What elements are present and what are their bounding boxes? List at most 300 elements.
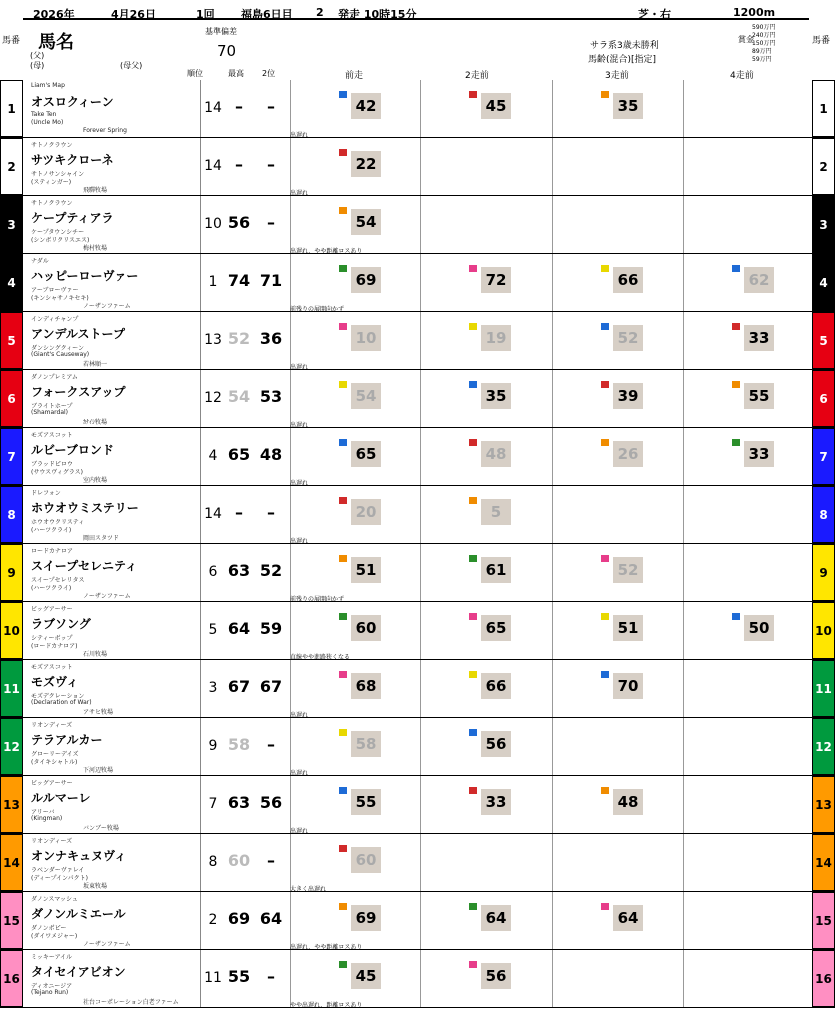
table-row <box>0 196 835 254</box>
rank-cell <box>201 80 289 137</box>
dam-sire-name: (ハーツクライ) <box>31 527 72 534</box>
breeder-name: 社台コーポレーション白老ファーム <box>83 999 179 1006</box>
breeder-name: Forever Spring <box>83 127 127 134</box>
table-row <box>0 718 835 776</box>
race-score: 20 <box>351 499 381 525</box>
rank-cell <box>201 718 289 775</box>
col-prev2: 2走前 <box>465 71 489 81</box>
second-score: 48 <box>259 445 283 464</box>
gate-badge <box>339 961 347 968</box>
race-score: 45 <box>351 963 381 989</box>
horse-name[interactable]: サツキクローネ <box>31 153 114 167</box>
gate-badge <box>601 555 609 562</box>
col-prev4: 4走前 <box>730 71 754 81</box>
race-note: 出遅れ、やや距離ロスあり <box>290 248 363 255</box>
race-condition: 馬齢(混合)[指定] <box>588 55 657 65</box>
col-prev1: 前走 <box>345 71 364 81</box>
gate-badge <box>469 323 477 330</box>
gate-badge <box>339 787 347 794</box>
race-score: 35 <box>613 93 643 119</box>
rank-cell <box>201 892 289 949</box>
rank-order: 3 <box>208 680 218 696</box>
past-race-2 <box>420 544 551 601</box>
race-note: 出遅れ、やや距離ロスあり <box>290 944 363 951</box>
rank-order: 9 <box>208 738 218 754</box>
horse-info-cell <box>23 254 201 311</box>
race-score: 55 <box>744 383 774 409</box>
race-score: 68 <box>351 673 381 699</box>
sire-name: ドレフォン <box>31 490 61 497</box>
gate-badge <box>469 961 477 968</box>
rank-cell <box>201 196 289 253</box>
best-score: 60 <box>227 851 251 870</box>
prize-1: 590万円 <box>752 24 776 31</box>
second-score: 64 <box>259 909 283 928</box>
race-note: 出遅れ <box>290 190 309 197</box>
sire-name: ダノンプレミアム <box>31 374 78 381</box>
horse-info-cell <box>23 602 201 659</box>
rank-order: 11 <box>204 970 222 986</box>
horse-name[interactable]: アンデルストープ <box>31 327 125 341</box>
horse-info-cell <box>23 138 201 195</box>
rank-order: 1 <box>208 274 218 290</box>
umaban-right: 10 <box>812 602 835 659</box>
horse-info-cell <box>23 544 201 601</box>
race-score: 48 <box>613 789 643 815</box>
race-note: 出遅れ <box>290 538 309 545</box>
sire-name: ダノンスマッシュ <box>31 896 78 903</box>
gate-badge <box>601 265 609 272</box>
dam-sire-name: (Tejano Run) <box>31 989 69 996</box>
past-race-2 <box>420 370 551 427</box>
race-note: 出遅れ <box>290 480 309 487</box>
race-score: 69 <box>351 905 381 931</box>
horse-name[interactable]: タイセイアビオン <box>31 965 126 979</box>
gate-badge <box>469 787 477 794</box>
rank-order: 7 <box>208 796 218 812</box>
race-score: 72 <box>481 267 511 293</box>
gate-badge <box>339 903 347 910</box>
horse-name[interactable]: ケープティアラ <box>31 211 114 225</box>
past-race-4 <box>683 660 814 717</box>
prize-list <box>752 24 775 64</box>
umaban-left: 13 <box>0 776 23 833</box>
dam-name: シティーボップ <box>31 635 73 642</box>
race-score: 51 <box>613 615 643 641</box>
dam-sire-name: (Shamardal) <box>31 409 69 416</box>
second-score: – <box>267 735 275 754</box>
horse-name[interactable]: ホウオウミステリー <box>31 501 139 515</box>
umaban-left: 3 <box>0 196 23 253</box>
rank-order: 13 <box>204 332 222 348</box>
umaban-left: 7 <box>0 428 23 485</box>
gate-badge <box>339 91 347 98</box>
gate-badge <box>732 439 740 446</box>
gate-badge <box>469 729 477 736</box>
dam-sire-name: (スティンガー) <box>31 179 72 186</box>
dam-name: サトノサンシャイン <box>31 171 85 178</box>
horse-name[interactable]: フォークスアップ <box>31 385 126 399</box>
gate-badge <box>601 381 609 388</box>
umaban-right: 7 <box>812 428 835 485</box>
umaban-left: 14 <box>0 834 23 891</box>
best-score: 52 <box>227 329 251 348</box>
race-note: 出遅れ <box>290 770 309 777</box>
dam-sire-name: (シンボリクリスエス) <box>31 237 90 244</box>
past-race-4 <box>683 80 814 137</box>
race-score: 54 <box>351 209 381 235</box>
horse-name[interactable]: ルルマーレ <box>31 791 91 805</box>
dam-sire-name: (Uncle Mo) <box>31 119 64 126</box>
second-score: 71 <box>259 271 283 290</box>
gate-badge <box>601 671 609 678</box>
race-note: やや出遅れ、距離ロスあり <box>290 1002 363 1009</box>
umaban-right: 2 <box>812 138 835 195</box>
sire-name: モズアスコット <box>31 432 73 439</box>
dam-sire-name: (ディープインパクト) <box>31 875 88 882</box>
horse-name[interactable]: スイープセレニティ <box>31 559 138 573</box>
gate-badge <box>339 555 347 562</box>
rank-cell <box>201 544 289 601</box>
umaban-left: 16 <box>0 950 23 1007</box>
race-venue: 福島6日目 <box>241 8 293 21</box>
table-row <box>0 834 835 892</box>
gate-badge <box>469 497 477 504</box>
race-score: 45 <box>481 93 511 119</box>
race-note: 出遅れ <box>290 422 309 429</box>
table-row <box>0 312 835 370</box>
rank-cell <box>201 254 289 311</box>
race-kai: 1回 <box>196 8 215 21</box>
horse-info-cell <box>23 776 201 833</box>
gate-badge <box>601 613 609 620</box>
sire-name: モズアスコット <box>31 664 73 671</box>
dam-sire-name: (タイキシャトル) <box>31 759 78 766</box>
past-race-3 <box>552 254 683 311</box>
horse-name[interactable]: ダノンルミエール <box>31 907 126 921</box>
past-race-3 <box>552 312 683 369</box>
past-race-3 <box>552 370 683 427</box>
table-row <box>0 950 835 1008</box>
best-score: 63 <box>227 793 251 812</box>
breeder-name: 若林順一 <box>83 361 108 368</box>
second-score: – <box>267 503 275 522</box>
race-class: サラ系3歳未勝利 <box>590 41 659 51</box>
rank-cell <box>201 776 289 833</box>
second-score: 53 <box>259 387 283 406</box>
dam-name: アリーバ <box>31 809 55 816</box>
umaban-right: 14 <box>812 834 835 891</box>
past-race-3 <box>552 950 683 1007</box>
past-race-2 <box>420 834 551 891</box>
gate-badge <box>469 381 477 388</box>
past-race-3 <box>552 834 683 891</box>
race-note: 出遅れ <box>290 364 309 371</box>
post-time: 発走 10時15分 <box>338 8 417 21</box>
past-race-3 <box>552 196 683 253</box>
col-prev3: 3走前 <box>605 71 629 81</box>
sire-name: サトノクラウン <box>31 200 73 207</box>
horse-name[interactable]: オンナキュヌヴィ <box>31 849 127 863</box>
breeder-name: 坂東牧場 <box>83 883 108 890</box>
table-row <box>0 602 835 660</box>
dam-name: ブライトホープ <box>31 403 73 410</box>
horse-info-cell <box>23 370 201 427</box>
past-race-4 <box>683 370 814 427</box>
umaban-right: 11 <box>812 660 835 717</box>
race-note: 直線やや進路狭くなる <box>290 654 351 661</box>
past-race-3 <box>552 660 683 717</box>
past-race-1 <box>290 892 421 949</box>
dam-name: スイープセレリタス <box>31 577 85 584</box>
horse-name[interactable]: オスロクィーン <box>31 95 114 109</box>
rank-order: 14 <box>204 506 222 522</box>
prize-2: 240万円 <box>752 32 776 39</box>
sire-name: ミッキーアイル <box>31 954 73 961</box>
past-race-1 <box>290 950 421 1007</box>
past-race-2 <box>420 892 551 949</box>
sire-name: サトノクラウン <box>31 142 73 149</box>
dam-name: ブラッドピロウ <box>31 461 73 468</box>
col-standard: 基準偏差 <box>205 27 237 36</box>
dam-sire-name: (Kingman) <box>31 815 63 822</box>
past-race-4 <box>683 254 814 311</box>
past-race-2 <box>420 660 551 717</box>
sire-name: ロードカナロア <box>31 548 73 555</box>
race-score: 26 <box>613 441 643 467</box>
past-race-1 <box>290 602 421 659</box>
horse-info-cell <box>23 718 201 775</box>
breeder-name: バンブー牧場 <box>83 825 119 832</box>
past-race-1 <box>290 138 421 195</box>
umaban-right: 4 <box>812 254 835 311</box>
umaban-left: 8 <box>0 486 23 543</box>
breeder-name: 下河辺牧場 <box>83 767 114 774</box>
table-row <box>0 776 835 834</box>
track-type: 芝・右 <box>638 8 671 21</box>
table-row <box>0 254 835 312</box>
dam-name: ケープタウンシチー <box>31 229 85 236</box>
race-score: 51 <box>351 557 381 583</box>
table-row <box>0 138 835 196</box>
rank-cell <box>201 950 289 1007</box>
horse-name[interactable]: モズヴィ <box>31 675 79 689</box>
rank-order: 10 <box>204 216 222 232</box>
past-race-1 <box>290 254 421 311</box>
dam-name: ディオニージア <box>31 983 73 990</box>
dam-sire-name: (キンシャサノキセキ) <box>31 295 89 302</box>
past-race-2 <box>420 776 551 833</box>
past-race-1 <box>290 718 421 775</box>
horse-info-cell <box>23 196 201 253</box>
umaban-right: 9 <box>812 544 835 601</box>
race-score: 66 <box>613 267 643 293</box>
past-race-3 <box>552 718 683 775</box>
breeder-name: 飛驒牧場 <box>83 187 108 194</box>
race-score: 69 <box>351 267 381 293</box>
table-row <box>0 660 835 718</box>
past-race-1 <box>290 370 421 427</box>
past-race-3 <box>552 428 683 485</box>
umaban-right: 3 <box>812 196 835 253</box>
past-race-1 <box>290 486 421 543</box>
gate-badge <box>339 381 347 388</box>
gate-badge <box>469 91 477 98</box>
best-score: 64 <box>227 619 251 638</box>
gate-badge <box>339 439 347 446</box>
breeder-name: ノーザンファーム <box>83 593 131 600</box>
umaban-right: 15 <box>812 892 835 949</box>
past-race-3 <box>552 486 683 543</box>
breeder-name: 岡田スタツド <box>83 535 119 542</box>
table-row <box>0 486 835 544</box>
rank-order: 14 <box>204 100 222 116</box>
race-score: 64 <box>613 905 643 931</box>
race-year: 2026年 <box>33 8 75 21</box>
dam-name: モズデクレーション <box>31 693 85 700</box>
sire-name: ナダル <box>31 258 49 265</box>
table-row <box>0 370 835 428</box>
past-race-4 <box>683 428 814 485</box>
table-row <box>0 892 835 950</box>
umaban-right: 16 <box>812 950 835 1007</box>
umaban-left: 5 <box>0 312 23 369</box>
past-race-2 <box>420 718 551 775</box>
rank-cell <box>201 138 289 195</box>
race-score: 65 <box>481 615 511 641</box>
gate-badge <box>732 265 740 272</box>
best-score: – <box>235 155 243 174</box>
sire-name: Liam's Map <box>31 82 65 89</box>
rank-cell <box>201 428 289 485</box>
past-race-2 <box>420 950 551 1007</box>
horse-name[interactable]: テラアルカー <box>31 733 103 747</box>
dam-name: Take Ten <box>31 111 57 118</box>
race-score: 56 <box>481 731 511 757</box>
best-score: 63 <box>227 561 251 580</box>
gate-badge <box>339 845 347 852</box>
table-row <box>0 80 835 138</box>
race-score: 42 <box>351 93 381 119</box>
gate-badge <box>469 613 477 620</box>
breeder-name: 石川牧場 <box>83 651 108 658</box>
past-race-1 <box>290 312 421 369</box>
race-score: 64 <box>481 905 511 931</box>
col-horse-name: 馬名 <box>38 32 74 53</box>
past-race-1 <box>290 80 421 137</box>
past-race-4 <box>683 196 814 253</box>
rank-order: 4 <box>208 448 218 464</box>
prize-5: 59万円 <box>752 56 772 63</box>
gate-badge <box>469 265 477 272</box>
past-race-1 <box>290 776 421 833</box>
past-race-2 <box>420 312 551 369</box>
race-note: 出遅れ <box>290 712 309 719</box>
race-score: 62 <box>744 267 774 293</box>
rank-cell <box>201 834 289 891</box>
horse-name[interactable]: ラブソング <box>31 617 91 631</box>
umaban-left: 1 <box>0 80 23 137</box>
past-race-2 <box>420 138 551 195</box>
second-score: 59 <box>259 619 283 638</box>
race-note: 大きく出遅れ <box>290 886 327 893</box>
race-score: 66 <box>481 673 511 699</box>
past-race-3 <box>552 776 683 833</box>
race-note: 出遅れ <box>290 828 309 835</box>
gate-badge <box>601 323 609 330</box>
table-row <box>0 544 835 602</box>
umaban-right: 12 <box>812 718 835 775</box>
umaban-left: 9 <box>0 544 23 601</box>
rank-order: 8 <box>208 854 218 870</box>
best-score: 55 <box>227 967 251 986</box>
gate-badge <box>601 91 609 98</box>
dam-sire-name: (Giant's Causeway) <box>31 351 90 358</box>
race-score: 58 <box>351 731 381 757</box>
col-second: 2位 <box>262 69 276 78</box>
umaban-left: 15 <box>0 892 23 949</box>
breeder-name: ｶﾅｲｼ牧場 <box>83 419 108 426</box>
prize-4: 89万円 <box>752 48 772 55</box>
gate-badge <box>469 903 477 910</box>
past-race-2 <box>420 80 551 137</box>
race-score: 33 <box>744 325 774 351</box>
dam-name: ダノンポピー <box>31 925 67 932</box>
rank-cell <box>201 370 289 427</box>
horse-name[interactable]: ハッピーローヴァー <box>31 269 139 283</box>
race-score: 65 <box>351 441 381 467</box>
best-score: – <box>235 97 243 116</box>
gate-badge <box>469 555 477 562</box>
col-order: 順位 <box>187 69 203 78</box>
gate-badge <box>339 207 347 214</box>
umaban-right: 1 <box>812 80 835 137</box>
col-dam-sire: (母父) <box>120 61 143 70</box>
past-race-4 <box>683 486 814 543</box>
best-score: 69 <box>227 909 251 928</box>
second-score: – <box>267 213 275 232</box>
second-score: – <box>267 155 275 174</box>
rank-order: 14 <box>204 158 222 174</box>
race-score: 61 <box>481 557 511 583</box>
second-score: – <box>267 967 275 986</box>
horse-info-cell <box>23 892 201 949</box>
past-race-4 <box>683 718 814 775</box>
past-race-1 <box>290 834 421 891</box>
second-score: 67 <box>259 677 283 696</box>
horse-info-cell <box>23 660 201 717</box>
horse-info-cell <box>23 312 201 369</box>
horse-info-cell <box>23 950 201 1007</box>
horse-name[interactable]: ルビーブロンド <box>31 443 114 457</box>
race-score: 52 <box>613 557 643 583</box>
past-race-2 <box>420 428 551 485</box>
dam-name: ダンシングクィーン <box>31 345 85 352</box>
gate-badge <box>601 903 609 910</box>
dam-sire-name: (ハーツクライ) <box>31 585 72 592</box>
breeder-name: ノーザンファーム <box>83 303 131 310</box>
breeder-name: 室内牧場 <box>83 477 108 484</box>
race-score: 60 <box>351 615 381 641</box>
col-umaban-right: 馬番 <box>812 36 831 46</box>
past-race-4 <box>683 544 814 601</box>
best-score: – <box>235 503 243 522</box>
sire-name: リオンディーズ <box>31 722 73 729</box>
race-note: 前残りの展開向かず <box>290 306 345 313</box>
past-race-2 <box>420 486 551 543</box>
race-score: 33 <box>744 441 774 467</box>
second-score: 56 <box>259 793 283 812</box>
